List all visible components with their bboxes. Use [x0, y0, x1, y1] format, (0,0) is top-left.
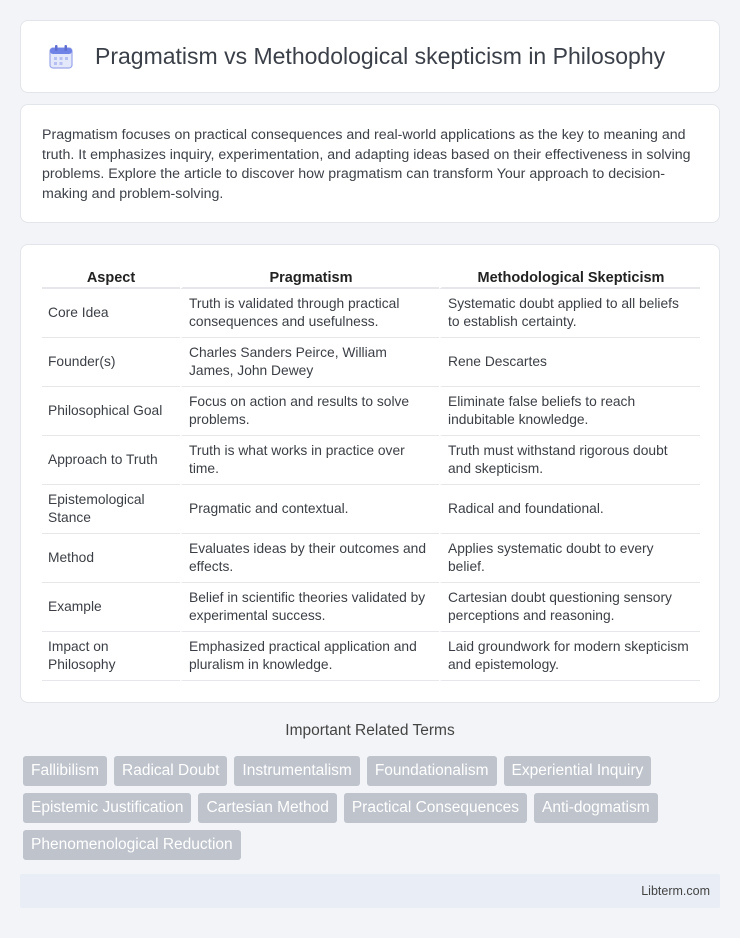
calendar-icon — [47, 43, 75, 71]
row-pragmatism: Truth is what works in practice over time. — [180, 436, 439, 485]
row-pragmatism: Belief in scientific theories validated by experimental success. — [180, 583, 439, 632]
row-skepticism: Rene Descartes — [439, 338, 700, 387]
row-aspect: Example — [42, 583, 180, 632]
row-aspect: Method — [42, 534, 180, 583]
row-skepticism: Cartesian doubt questioning sensory perceptions and reasoning. — [439, 583, 700, 632]
comparison-table — [42, 267, 700, 681]
related-term-tag[interactable]: Phenomenological Reduction — [23, 830, 241, 860]
row-aspect: Core Idea — [42, 289, 180, 338]
row-aspect: Epistemological Stance — [42, 485, 180, 534]
table-header-row — [42, 267, 700, 289]
row-aspect: Approach to Truth — [42, 436, 180, 485]
table-row — [42, 387, 700, 436]
row-skepticism: Radical and foundational. — [439, 485, 700, 534]
row-pragmatism: Emphasized practical application and pluralism in knowledge. — [180, 632, 439, 681]
page-title: Pragmatism vs Methodological skepticism in Philosophy — [95, 43, 666, 69]
header-pragmatism: Pragmatism — [180, 267, 439, 289]
related-term-tag[interactable]: Experiential Inquiry — [504, 756, 652, 786]
related-term-tag[interactable]: Practical Consequences — [344, 793, 527, 823]
row-skepticism: Applies systematic doubt to every belief. — [439, 534, 700, 583]
related-term-tag[interactable]: Cartesian Method — [198, 793, 336, 823]
related-term-tag[interactable]: Anti-dogmatism — [534, 793, 658, 823]
row-aspect: Impact on Philosophy — [42, 632, 180, 681]
table-row — [42, 289, 700, 338]
row-pragmatism: Charles Sanders Peirce, William James, John Dewey — [180, 338, 439, 387]
row-skepticism: Truth must withstand rigorous doubt and skepticism. — [439, 436, 700, 485]
header-card — [20, 20, 720, 93]
row-aspect: Founder(s) — [42, 338, 180, 387]
row-aspect: Philosophical Goal — [42, 387, 180, 436]
header-methodological-skepticism: Methodological Skepticism — [439, 267, 700, 289]
row-skepticism: Laid groundwork for modern skepticism and epistemology. — [439, 632, 700, 681]
footer — [20, 874, 720, 908]
footer-site-link[interactable]: Libterm.com — [641, 884, 710, 898]
header-aspect: Aspect — [42, 267, 180, 289]
table-row — [42, 632, 700, 681]
related-terms-heading: Important Related Terms — [285, 722, 455, 739]
intro-card — [20, 104, 720, 223]
row-pragmatism: Evaluates ideas by their outcomes and effects. — [180, 534, 439, 583]
table-row — [42, 338, 700, 387]
related-term-tag[interactable]: Radical Doubt — [114, 756, 227, 786]
related-term-tag[interactable]: Fallibilism — [23, 756, 107, 786]
table-row — [42, 436, 700, 485]
related-term-tag[interactable]: Epistemic Justification — [23, 793, 191, 823]
table-row — [42, 583, 700, 632]
row-skepticism: Systematic doubt applied to all beliefs to establish certainty. — [439, 289, 700, 338]
row-pragmatism: Truth is validated through practical consequences and usefulness. — [180, 289, 439, 338]
related-term-tag[interactable]: Instrumentalism — [234, 756, 359, 786]
related-terms-list — [23, 756, 723, 860]
intro-text: Pragmatism focuses on practical consequences and real-world applications as the key to meaning and truth. It emphasizes inquiry, experimentation, and adapting ideas based on their effectiveness in solving problems. Explore the article to discover how pragmatism can transform Your approach to decision-making and problem-solving. — [42, 127, 691, 202]
table-row — [42, 485, 700, 534]
row-skepticism: Eliminate false beliefs to reach indubitable knowledge. — [439, 387, 700, 436]
table-row — [42, 534, 700, 583]
related-term-tag[interactable]: Foundationalism — [367, 756, 497, 786]
comparison-card — [20, 244, 720, 703]
row-pragmatism: Focus on action and results to solve problems. — [180, 387, 439, 436]
row-pragmatism: Pragmatic and contextual. — [180, 485, 439, 534]
